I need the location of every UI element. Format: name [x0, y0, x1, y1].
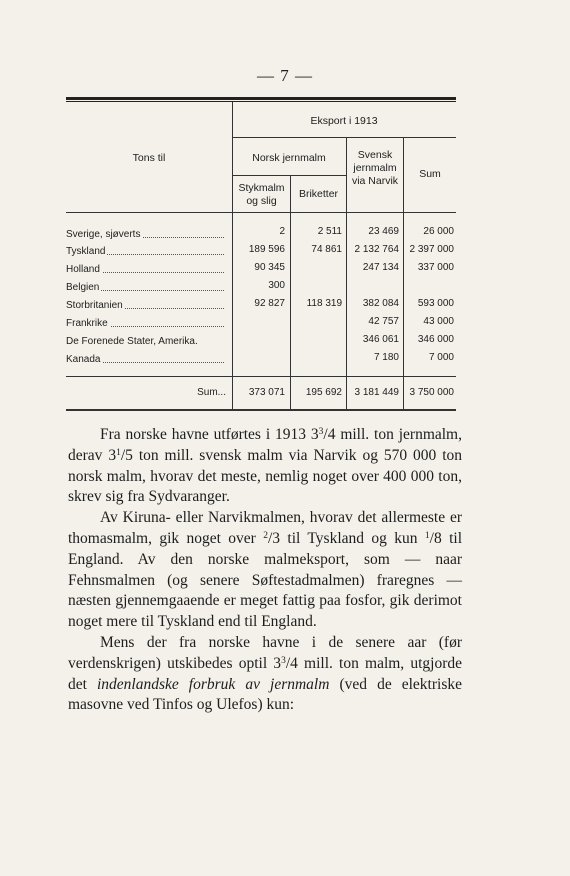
- sum-top-rule: [66, 376, 456, 377]
- paragraph: Av Kiruna- eller Narvikmalmen, hvorav det allermeste er thomasmalm, gik noget over $^2$/3 til Tyskland og kun $^1$/8 til England. Av den norske malmeksport, som — naar Fehnsmalmen (og senere Søftestadmalmen) fraregnes — næsten gjennemgaaende er meget fattig paa fosfor, gik derimot noget mere til Tyskland end til England.: [68, 509, 463, 631]
- row-label: De Forenede Stater, Amerika.: [66, 336, 198, 347]
- header-export: Eksport i 1913: [310, 115, 378, 127]
- row-label: Kanada: [66, 354, 228, 365]
- cell-stykmalm: 2: [279, 226, 285, 237]
- sum-briketter: 195 692: [305, 387, 342, 398]
- page-number: — 7 —: [257, 66, 313, 85]
- row-label: Sverige, sjøverts: [66, 229, 228, 240]
- sum-label: Sum...: [197, 387, 226, 398]
- paragraph: Fra norske havne utførtes i 1913 $3^3/4$ mill. ton jernmalm, derav $3^1/5$ ton mill. svensk malm via Narvik og 570 000 ton norsk malm, hvorav det meste, nemlig noget over 400 000 ton, skrev sig fra Sydvaranger.: [68, 426, 462, 506]
- cell-svensk: 42 757: [368, 316, 399, 327]
- cell-briketter: 2 511: [317, 226, 342, 237]
- header-tons: Tons til: [132, 152, 166, 164]
- header-rule: [232, 137, 456, 138]
- table-bottom-rule: [66, 409, 456, 411]
- cell-sum: 26 000: [423, 226, 454, 237]
- col-divider: [232, 102, 233, 410]
- cell-sum: 43 000: [423, 316, 454, 327]
- row-label: Frankrike: [66, 318, 228, 329]
- cell-svensk: 23 469: [368, 226, 399, 237]
- header-sum: Sum: [419, 168, 441, 180]
- cell-stykmalm: 300: [268, 280, 285, 291]
- cell-sum: 7 000: [428, 352, 454, 363]
- cell-svensk: 382 084: [362, 298, 399, 309]
- cell-svensk: 7 180: [373, 352, 399, 363]
- header-norsk: Norsk jernmalm: [252, 152, 326, 164]
- col-divider: [346, 138, 347, 410]
- cell-stykmalm: 90 345: [254, 262, 285, 273]
- cell-svensk: 2 132 764: [354, 244, 399, 255]
- table-top-rule-thin: [66, 101, 456, 102]
- cell-stykmalm: 92 827: [254, 298, 285, 309]
- sum-stykmalm: 373 071: [248, 387, 285, 398]
- row-label: Belgien: [66, 282, 228, 293]
- cell-svensk: 247 134: [362, 262, 399, 273]
- cell-briketter: 118 319: [306, 298, 342, 309]
- col-divider: [290, 175, 291, 410]
- row-label: Holland: [66, 264, 228, 275]
- header-svensk: Svensk jernmalm via Narvik: [351, 149, 399, 187]
- header-stykmalm: Stykmalm og slig: [238, 182, 285, 207]
- cell-sum: 593 000: [417, 298, 454, 309]
- row-label: Storbritanien: [66, 300, 228, 311]
- header-briketter: Briketter: [298, 188, 339, 200]
- header-rule: [232, 175, 346, 176]
- sum-total: 3 750 000: [409, 387, 454, 398]
- table-top-rule: [66, 97, 456, 100]
- cell-stykmalm: 189 596: [248, 244, 285, 255]
- cell-sum: 2 397 000: [409, 244, 454, 255]
- cell-svensk: 346 061: [362, 334, 399, 345]
- cell-sum: 337 000: [417, 262, 454, 273]
- cell-briketter: 74 861: [311, 244, 342, 255]
- row-label: Tyskland: [66, 246, 228, 257]
- body-text: [68, 425, 462, 716]
- cell-sum: 346 000: [417, 334, 454, 345]
- header-bottom-rule: [66, 212, 456, 213]
- sum-svensk: 3 181 449: [354, 387, 399, 398]
- paragraph: Mens der fra norske havne i de senere aar (før verdenskrigen) utskibedes optil $3^3/4$ mill. ton malm, utgjorde det indenlandske forbruk av jernmalm (ved de elektriske masovne ved Tinfos og Ulefos) kun:: [68, 633, 462, 714]
